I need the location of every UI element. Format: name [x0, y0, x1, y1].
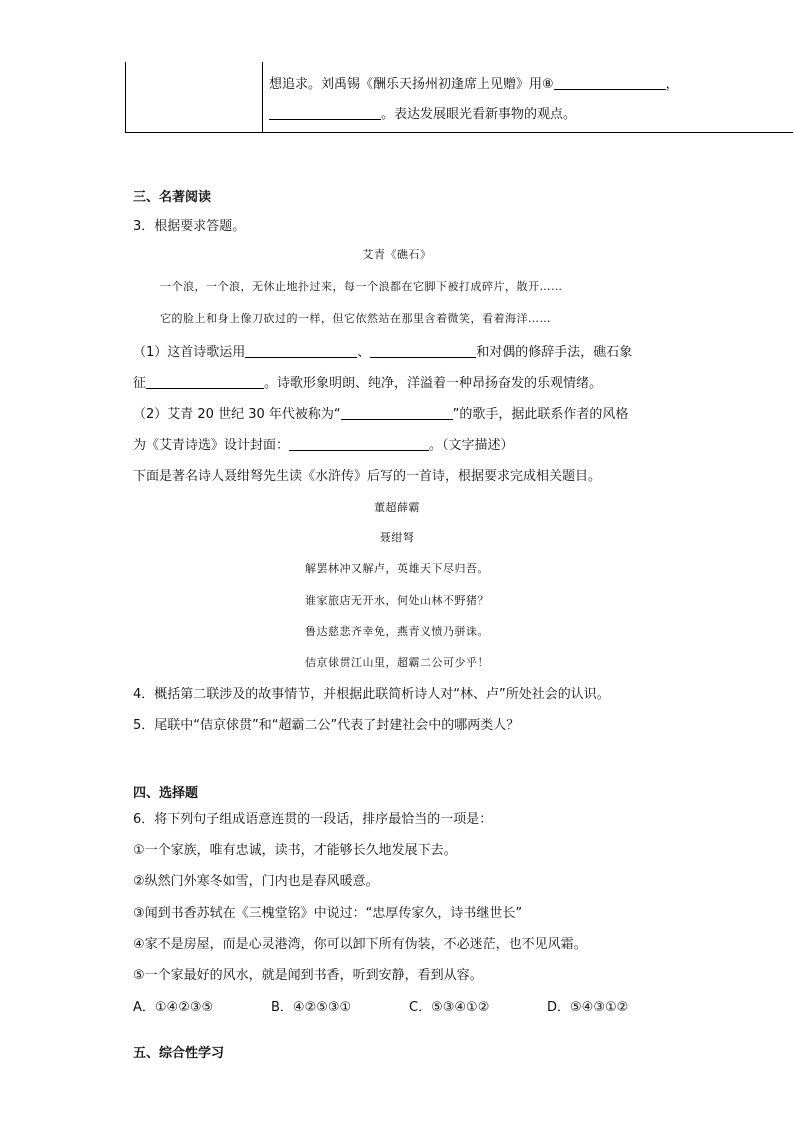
- blank-8b[interactable]: [269, 106, 381, 120]
- answer-table: [125, 62, 793, 133]
- question-4: 4．概括第二联涉及的故事情节，并根据此联简析诗人对“林、卢”所处社会的认识。: [133, 687, 610, 702]
- sub2-text-c: 为《艾青诗选》设计封面：: [133, 438, 290, 453]
- blank-rhetoric-2[interactable]: [370, 344, 476, 358]
- sub1-text-c: 和对偶的修辞手法，礁石象: [476, 345, 633, 360]
- sub1-text-e: 。诗歌形象明朗、纯净，洋溢着一种昂扬奋发的乐观情绪。: [264, 376, 603, 391]
- sub2-text-d: 。（文字描述）: [429, 438, 514, 453]
- sub1-text-d: 征: [133, 376, 147, 391]
- section5-heading: 五、综合性学习: [133, 1046, 225, 1061]
- sub1-text-b: 、: [357, 345, 371, 360]
- sentence-item-1: ①一个家族，唯有忠诚，读书，才能够长久地发展下去。: [133, 843, 457, 858]
- table-row1-end: ，: [665, 77, 679, 92]
- section4-heading: 四、选择题: [133, 786, 199, 801]
- question-3: 3．根据要求答题。: [133, 219, 246, 234]
- sentence-item-2: ②纵然门外寒冬如雪，门内也是春风暖意。: [133, 874, 379, 889]
- table-row-2: [269, 103, 576, 122]
- blank-8[interactable]: [554, 76, 666, 90]
- sub-question-2-line1: [133, 403, 628, 422]
- option-b[interactable]: B．④②⑤③①: [271, 1000, 352, 1015]
- sub2-text-b: ”的歌手，据此联系作者的风格: [452, 407, 629, 422]
- question-6: 6．将下列句子组成语意连贯的一段话，排序最恰当的一项是：: [133, 812, 493, 827]
- table-divider: [262, 62, 263, 132]
- blank-rhetoric-1[interactable]: [245, 344, 357, 358]
- poem-title: 艾青《礁石》: [362, 248, 432, 261]
- table-row1-text: 想追求。刘禹锡《酬乐天扬州初逢席上见赠》用⑧: [269, 77, 554, 92]
- question-5: 5．尾联中“佶京俅贯”和“超霸二公”代表了封建社会中的哪两类人？: [133, 718, 520, 733]
- sentence-item-4: ④家不是房屋，而是心灵港湾，你可以卸下所有伪装，不必迷茫，也不见风霜。: [133, 937, 587, 952]
- option-a[interactable]: A．①④②③⑤: [133, 1000, 214, 1015]
- table-row2-text: 。表达发展眼光看新事物的观点。: [381, 107, 577, 122]
- sub-question-2-line2: [133, 434, 514, 453]
- blank-cover[interactable]: [289, 437, 429, 451]
- poem2-line-3: 鲁达慈悲齐幸免，燕青义愤乃骈诛。: [305, 625, 489, 638]
- sentence-item-5: ⑤一个家最好的风水，就是闻到书香，听到安静，看到从容。: [133, 968, 483, 983]
- poem2-title: 董超薛霸: [374, 501, 420, 514]
- blank-symbol[interactable]: [146, 375, 264, 389]
- option-d[interactable]: D．⑤④③①②: [547, 1000, 629, 1015]
- sentence-item-3: ③闻到书香苏轼在《三槐堂铭》中说过：“忠厚传家久，诗书继世长”: [133, 906, 523, 921]
- intro-text: 下面是著名诗人聂绀弩先生读《水浒传》后写的一首诗，根据要求完成相关题目。: [133, 469, 602, 484]
- poem2-line-2: 谁家旅店无开水，何处山林不野猪？: [305, 594, 489, 607]
- blank-singer[interactable]: [341, 406, 453, 420]
- poem2-line-4: 佶京俅贯江山里，超霸二公可少乎！: [305, 656, 489, 669]
- poem2-line-1: 解罢林冲又解卢，英雄天下尽归吾。: [305, 562, 489, 575]
- sub2-text-a: （2）艾青 20 世纪 30 年代被称为“: [133, 407, 341, 422]
- sub-question-1-line1: [133, 341, 632, 360]
- poem2-author: 聂绀弩: [379, 531, 415, 544]
- sub1-text-a: （1）这首诗歌运用: [133, 345, 246, 360]
- poem-line-2: 它的脸上和身上像刀砍过的一样，但它依然站在那里含着微笑，看着海洋……: [160, 312, 551, 325]
- sub-question-1-line2: [133, 372, 602, 391]
- section3-heading: 三、名著阅读: [133, 190, 212, 205]
- table-row-1: [269, 73, 679, 92]
- poem-line-1: 一个浪，一个浪，无休止地扑过来，每一个浪都在它脚下被打成碎片，散开……: [160, 280, 563, 293]
- option-c[interactable]: C．⑤③④①②: [409, 1000, 490, 1015]
